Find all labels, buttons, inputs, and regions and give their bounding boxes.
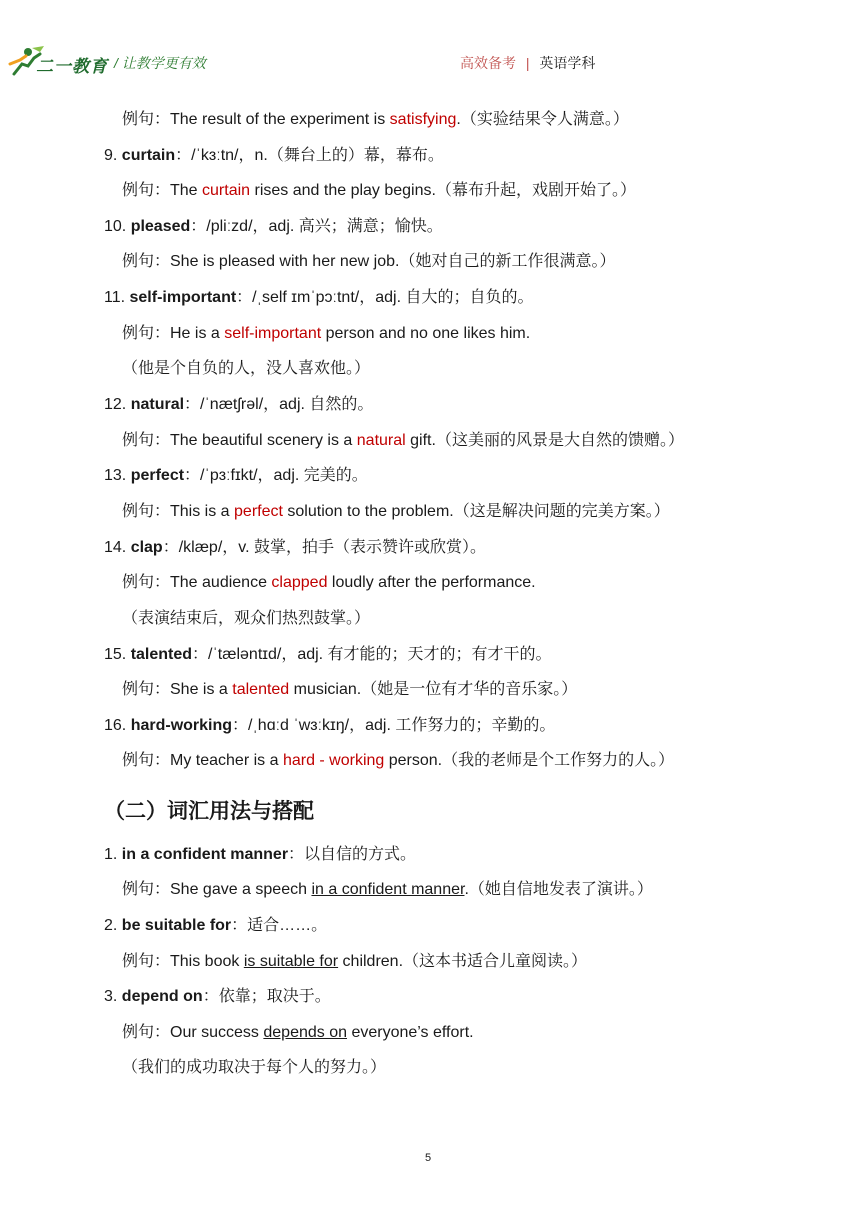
example-line	[122, 498, 670, 521]
underlined-phrase: depends on	[263, 1024, 348, 1041]
text: 例句：She is a	[122, 681, 233, 698]
text: 例句：My teacher is a	[122, 752, 283, 769]
text: 例句：She gave a speech	[122, 881, 312, 898]
text: loudly after the performance.	[327, 574, 536, 591]
text: （表演结束后，观众们热烈鼓掌。）	[122, 610, 371, 627]
definition: ：以自信的方式。	[288, 846, 417, 863]
definition: ：依靠；取决于。	[202, 988, 331, 1005]
text: person and no one likes him.	[321, 325, 531, 342]
phrase-entry	[104, 983, 331, 1006]
entry-number: 3.	[104, 988, 122, 1005]
example-line	[122, 876, 653, 899]
example-line	[122, 1019, 474, 1042]
highlight-word: satisfying	[389, 111, 457, 128]
text: 例句：This is a	[122, 503, 235, 520]
page-number: 5	[425, 1152, 432, 1164]
text: .（她自信地发表了演讲。）	[464, 881, 653, 898]
vocab-entry	[104, 534, 486, 557]
entry-number: 15.	[104, 646, 131, 663]
definition: ：/ˈpɜːfɪkt/，adj. 完美的。	[184, 467, 368, 484]
phrase-entry	[104, 841, 416, 864]
vocab-entry	[104, 641, 552, 664]
vocab-word: natural	[130, 396, 185, 413]
vocab-word: clap	[130, 539, 163, 556]
vocab-entry	[104, 712, 555, 735]
definition: ：/pliːzd/，adj. 高兴；满意；愉快。	[190, 218, 443, 235]
phrase: in a confident manner	[121, 846, 289, 863]
highlight-word: talented	[232, 681, 290, 698]
header-label-subject: 英语学科	[539, 55, 596, 71]
example-line	[122, 427, 684, 450]
text: .（实验结果令人满意。）	[456, 111, 629, 128]
entry-number: 16.	[104, 717, 131, 734]
example-line	[122, 248, 615, 271]
text: children.（这本书适合儿童阅读。）	[338, 953, 588, 970]
vocab-word: talented	[130, 646, 193, 663]
text: 例句：Our success	[122, 1024, 264, 1041]
definition: ：适合……。	[231, 917, 328, 934]
vocab-entry	[104, 213, 443, 236]
vocab-word: perfect	[130, 467, 185, 484]
text: 例句：The	[122, 182, 203, 199]
entry-number: 11.	[104, 289, 130, 306]
slogan: / 让教学更有效	[114, 55, 206, 71]
page-header	[0, 0, 860, 90]
vocab-entry	[104, 391, 373, 414]
text: musician.（她是一位有才华的音乐家。）	[289, 681, 578, 698]
header-label-exam: 高效备考	[460, 55, 516, 71]
definition: ：/ˈtæləntɪd/，adj. 有才能的；天才的；有才干的。	[192, 646, 552, 663]
vocab-entry	[104, 462, 368, 485]
vocab-entry	[104, 142, 444, 165]
text: 例句：This book	[122, 953, 244, 970]
definition: ：/ˈnætʃrəl/，adj. 自然的。	[184, 396, 374, 413]
phrase: be suitable for	[121, 917, 232, 934]
example-line	[122, 177, 636, 200]
example-line	[122, 676, 577, 699]
highlight-word: curtain	[202, 182, 251, 199]
underlined-phrase: is suitable for	[243, 953, 339, 970]
vocab-entry	[104, 284, 533, 307]
example-line	[122, 747, 674, 770]
vocab-word: pleased	[130, 218, 191, 235]
text: gift.（这美丽的风景是大自然的馈赠。）	[405, 432, 684, 449]
entry-number: 1.	[104, 846, 122, 863]
text: （他是个自负的人，没人喜欢他。）	[122, 360, 371, 377]
highlight-word: hard - working	[282, 752, 385, 769]
phrase-entry	[104, 912, 327, 935]
text: 例句：The result of the experiment is	[122, 111, 390, 128]
text: 例句：The beautiful scenery is a	[122, 432, 357, 449]
highlight-word: natural	[356, 432, 406, 449]
definition: ：/ˌself ɪmˈpɔːtnt/，adj. 自大的；自负的。	[236, 289, 534, 306]
definition: ：/ˈkɜːtn/，n.（舞台上的）幕，幕布。	[175, 147, 444, 164]
text: 例句：The audience	[122, 574, 272, 591]
definition: ：/ˌhɑːd ˈwɜːkɪŋ/，adj. 工作努力的；辛勤的。	[232, 717, 556, 734]
highlight-word: self-important	[224, 325, 322, 342]
text: solution to the problem.（这是解决问题的完美方案。）	[282, 503, 670, 520]
translation-line	[122, 355, 370, 378]
translation-line	[122, 1054, 386, 1077]
entry-number: 13.	[104, 467, 131, 484]
header-separator: |	[525, 55, 530, 71]
definition: ：/klæp/，v. 鼓掌，拍手（表示赞许或欣赏）。	[162, 539, 486, 556]
vocab-word: hard-working	[130, 717, 233, 734]
example-line	[122, 948, 587, 971]
highlight-word: perfect	[234, 503, 283, 520]
text: everyone’s effort.	[347, 1024, 474, 1041]
text: 例句：He is a	[122, 325, 225, 342]
section-heading: （二）词汇用法与搭配	[104, 800, 314, 823]
entry-number: 2.	[104, 917, 122, 934]
underlined-phrase: in a confident manner	[311, 881, 465, 898]
text: （我们的成功取决于每个人的努力。）	[122, 1059, 387, 1076]
phrase: depend on	[121, 988, 203, 1005]
highlight-word: clapped	[271, 574, 328, 591]
entry-number: 12.	[104, 396, 131, 413]
example-line	[122, 569, 536, 592]
text: rises and the play begins.（幕布升起，戏剧开始了。）	[250, 182, 636, 199]
vocab-word: curtain	[121, 147, 176, 164]
header-subject	[460, 53, 595, 73]
text: 例句：She is pleased with her new job.（她对自己的新工作很满意。）	[122, 253, 616, 270]
entry-number: 10.	[104, 218, 131, 235]
translation-line	[122, 605, 370, 628]
example-line	[122, 320, 530, 343]
brand-name: 二一教育	[36, 57, 108, 76]
example-line	[122, 106, 629, 129]
text: person.（我的老师是个工作努力的人。）	[384, 752, 675, 769]
vocab-word: self-important	[129, 289, 237, 306]
entry-number: 9.	[104, 147, 122, 164]
entry-number: 14.	[104, 539, 131, 556]
